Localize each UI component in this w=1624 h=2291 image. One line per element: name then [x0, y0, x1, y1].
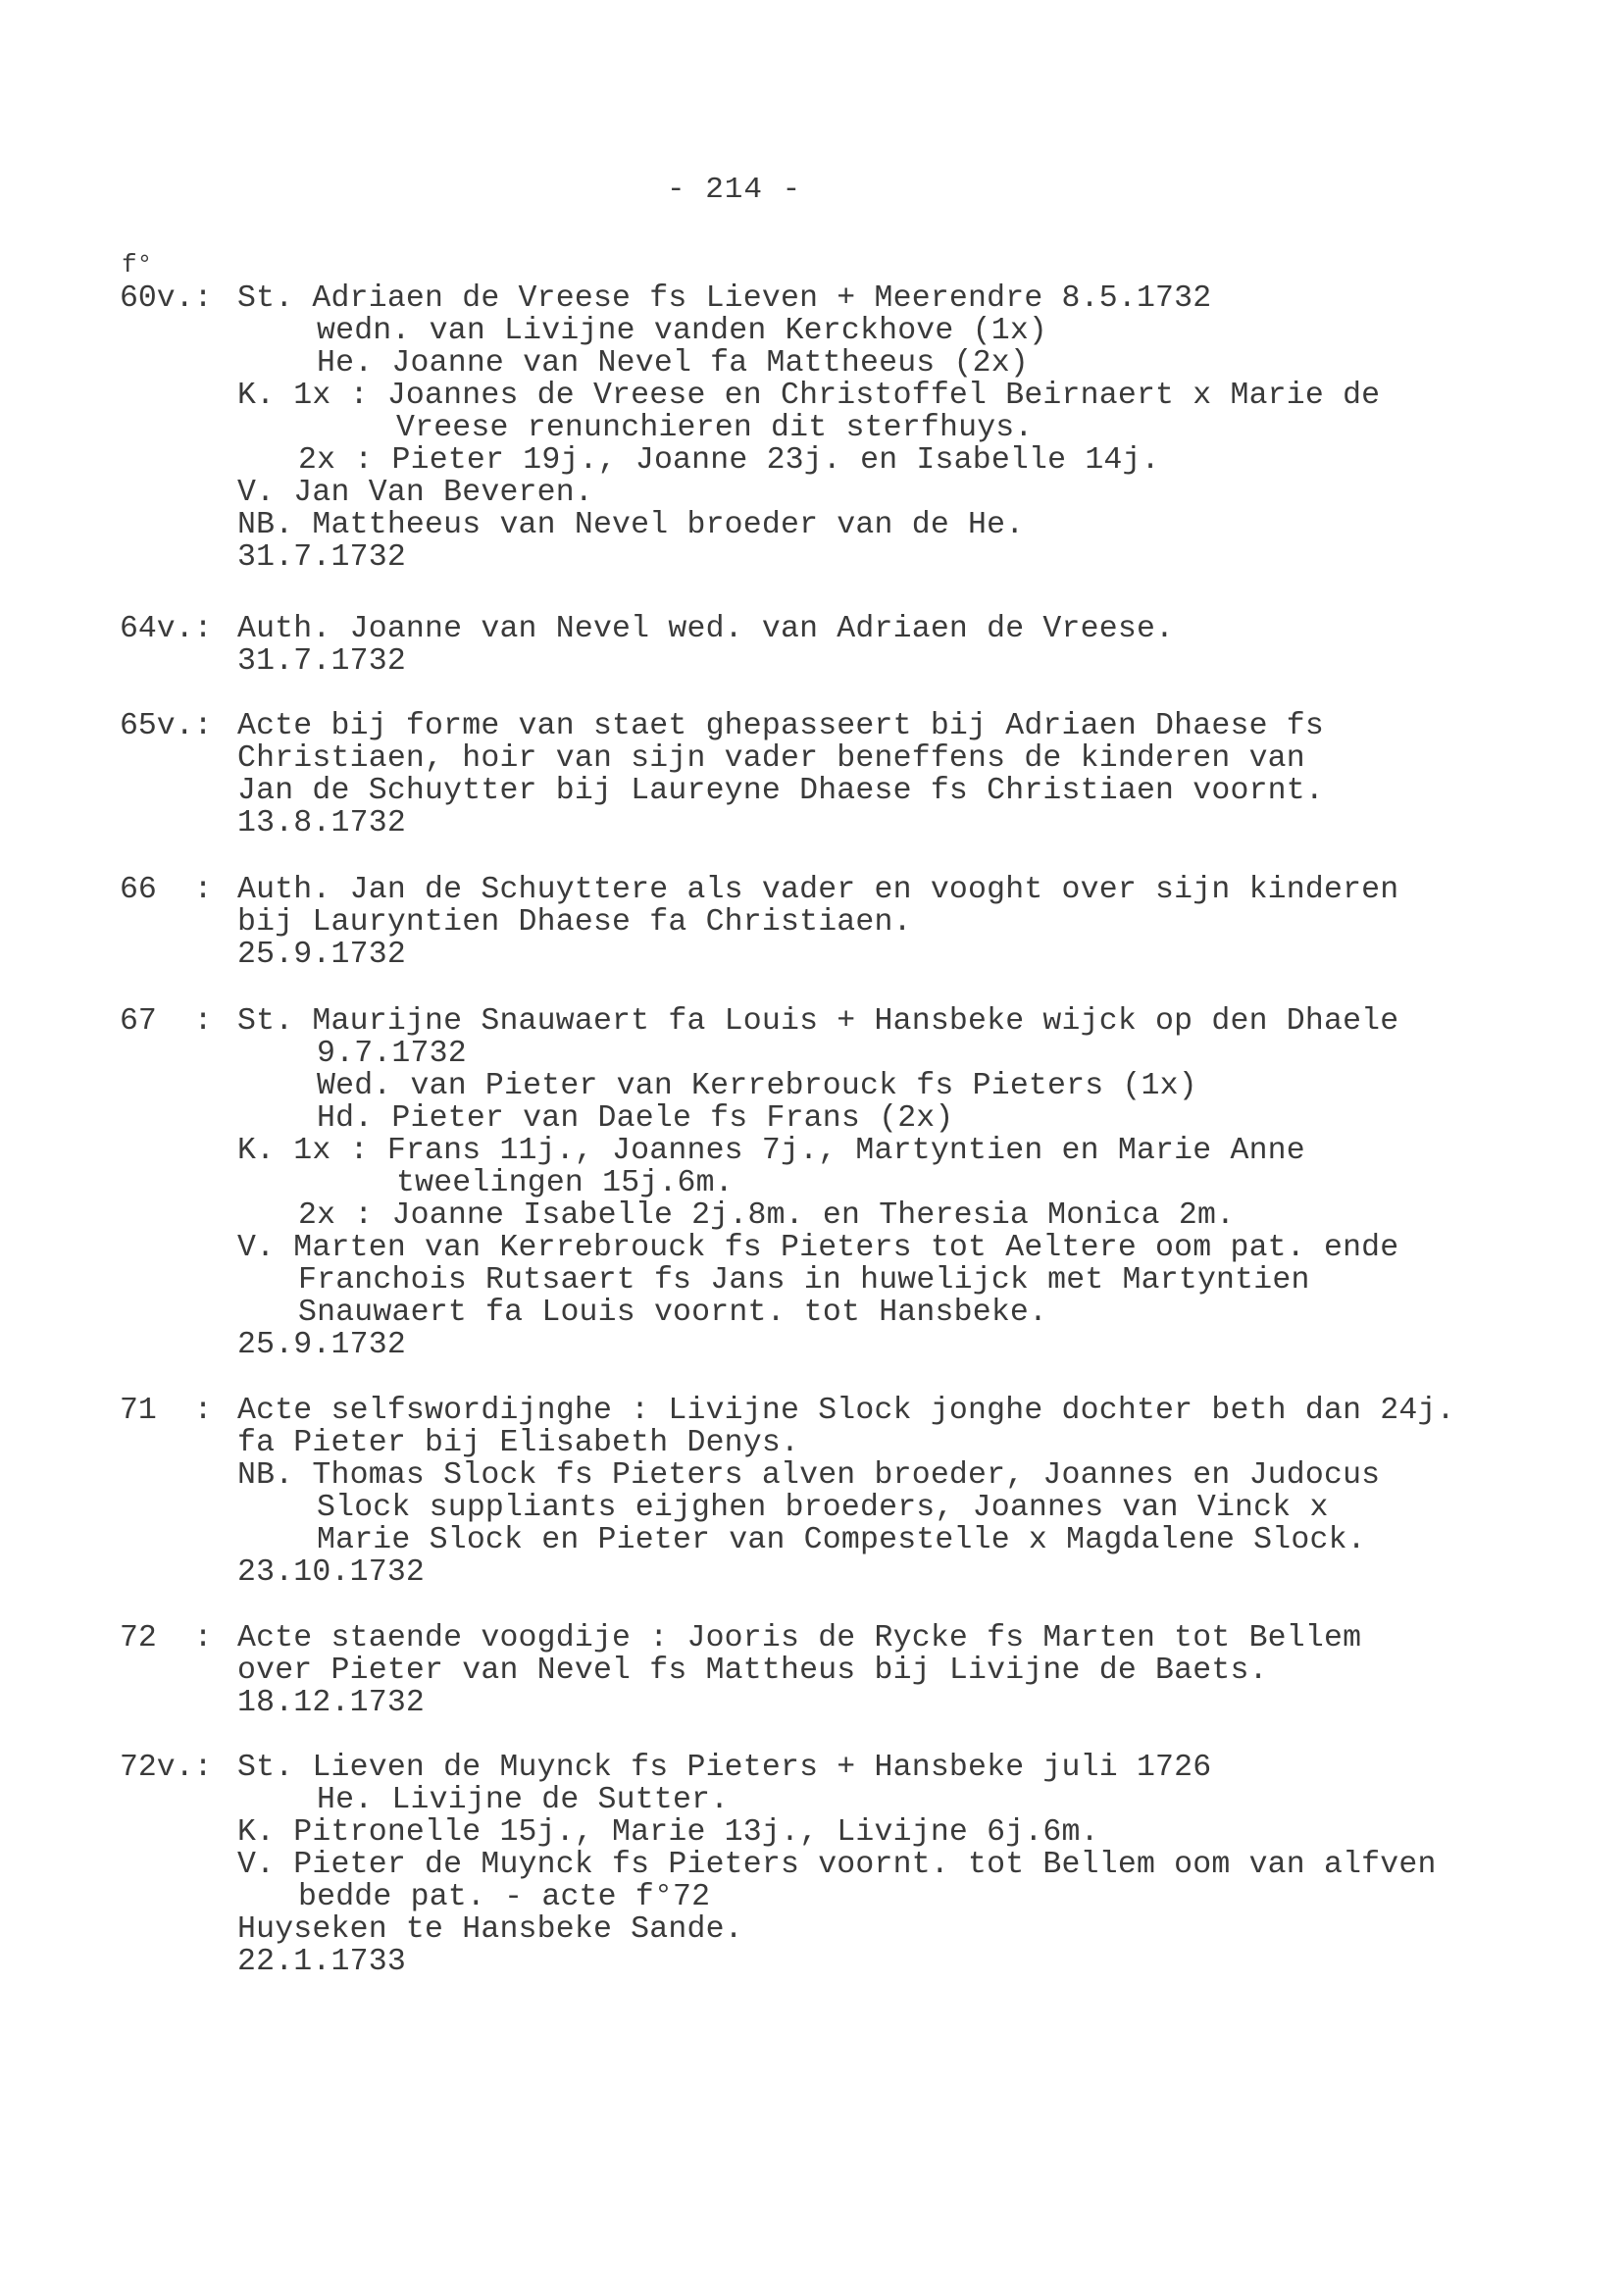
- entry-line: V. Marten van Kerrebrouck fs Pieters tot Aeltere oom pat. ende: [237, 1231, 1399, 1265]
- entry-line: Vreese renunchieren dit sterfhuys.: [396, 411, 1034, 445]
- entry-line: K. 1x : Joannes de Vreese en Christoffel Beirnaert x Marie de: [237, 379, 1381, 413]
- entry-line: Franchois Rutsaert fs Jans in huwelijck met Martyntien: [298, 1263, 1310, 1298]
- folio-number: 71 :: [120, 1394, 213, 1428]
- entry-date: 25.9.1732: [237, 1328, 406, 1362]
- entry-line: over Pieter van Nevel fs Mattheus bij Livijne de Baets.: [237, 1654, 1268, 1688]
- entry-line: Slock suppliants eijghen broeders, Joannes van Vinck x: [317, 1491, 1329, 1525]
- folio-number: 64v.:: [120, 612, 213, 646]
- entry-date: 22.1.1733: [237, 1945, 406, 1979]
- entry-line: Marie Slock en Pieter van Compestelle x Magdalene Slock.: [317, 1523, 1366, 1557]
- entry-date: 23.10.1732: [237, 1555, 426, 1590]
- entry-line: He. Joanne van Nevel fa Mattheeus (2x): [317, 346, 1029, 381]
- folio-number: 66 :: [120, 873, 213, 907]
- entry-line: NB. Thomas Slock fs Pieters alven broeder, Joannes en Judocus: [237, 1458, 1381, 1493]
- entry-date: 31.7.1732: [237, 540, 406, 575]
- entry-line: K. 1x : Frans 11j., Joannes 7j., Martyntien en Marie Anne: [237, 1134, 1305, 1168]
- entry-line: Wed. van Pieter van Kerrebrouck fs Pieters (1x): [317, 1069, 1197, 1103]
- entry-line: V. Jan Van Beveren.: [237, 476, 593, 510]
- entry-line: Acte selfswordijnghe : Livijne Slock jonghe dochter beth dan 24j.: [237, 1394, 1455, 1428]
- folio-number: 65v.:: [120, 709, 213, 743]
- entry-date: 25.9.1732: [237, 938, 406, 972]
- entry-line: K. Pitronelle 15j., Marie 13j., Livijne 6j.6m.: [237, 1815, 1099, 1850]
- entry-line: NB. Mattheeus van Nevel broeder van de He.: [237, 508, 1025, 542]
- entry-line: V. Pieter de Muynck fs Pieters voornt. tot Bellem oom van alfven: [237, 1848, 1437, 1882]
- entry-line: fa Pieter bij Elisabeth Denys.: [237, 1426, 800, 1460]
- entry-line: tweelingen 15j.6m.: [396, 1166, 734, 1200]
- folio-number: 72 :: [120, 1621, 213, 1655]
- entry-line: bedde pat. - acte f°72: [298, 1880, 711, 1914]
- entry-line: Hd. Pieter van Daele fs Frans (2x): [317, 1101, 954, 1136]
- entry-date: 18.12.1732: [237, 1686, 426, 1720]
- entry-date: 13.8.1732: [237, 806, 406, 840]
- folio-number: 67 :: [120, 1004, 213, 1039]
- entry-line: Huyseken te Hansbeke Sande.: [237, 1912, 743, 1947]
- entry-line: St. Maurijne Snauwaert fa Louis + Hansbeke wijck op den Dhaele: [237, 1004, 1399, 1039]
- entry-date: 31.7.1732: [237, 644, 406, 679]
- entry-line: Acte staende voogdije : Jooris de Rycke fs Marten tot Bellem: [237, 1621, 1362, 1655]
- entry-line: bij Lauryntien Dhaese fa Christiaen.: [237, 905, 912, 940]
- entry-line: Snauwaert fa Louis voornt. tot Hansbeke.: [298, 1296, 1048, 1330]
- folio-label: f°: [122, 250, 153, 280]
- entry-line: St. Adriaen de Vreese fs Lieven + Meerendre 8.5.1732: [237, 281, 1212, 316]
- entry-line: 2x : Joanne Isabelle 2j.8m. en Theresia Monica 2m.: [298, 1198, 1236, 1233]
- entry-line: Christiaen, hoir van sijn vader beneffens de kinderen van: [237, 741, 1305, 776]
- folio-number: 72v.:: [120, 1751, 213, 1785]
- entry-line: Auth. Joanne van Nevel wed. van Adriaen de Vreese.: [237, 612, 1175, 646]
- entry-line: Auth. Jan de Schuyttere als vader en vooght over sijn kinderen: [237, 873, 1399, 907]
- entry-line: Acte bij forme van staet ghepasseert bij Adriaen Dhaese fs: [237, 709, 1324, 743]
- entry-line: St. Lieven de Muynck fs Pieters + Hansbeke juli 1726: [237, 1751, 1212, 1785]
- entry-line: He. Livijne de Sutter.: [317, 1783, 730, 1817]
- entry-line: wedn. van Livijne vanden Kerckhove (1x): [317, 314, 1048, 348]
- page-number-text: - 214 -: [667, 173, 802, 207]
- entry-line: 9.7.1732: [317, 1037, 467, 1071]
- entry-line: 2x : Pieter 19j., Joanne 23j. en Isabelle 14j.: [298, 443, 1160, 478]
- folio-number: 60v.:: [120, 281, 213, 316]
- entry-line: Jan de Schuytter bij Laureyne Dhaese fs Christiaen voornt.: [237, 774, 1324, 808]
